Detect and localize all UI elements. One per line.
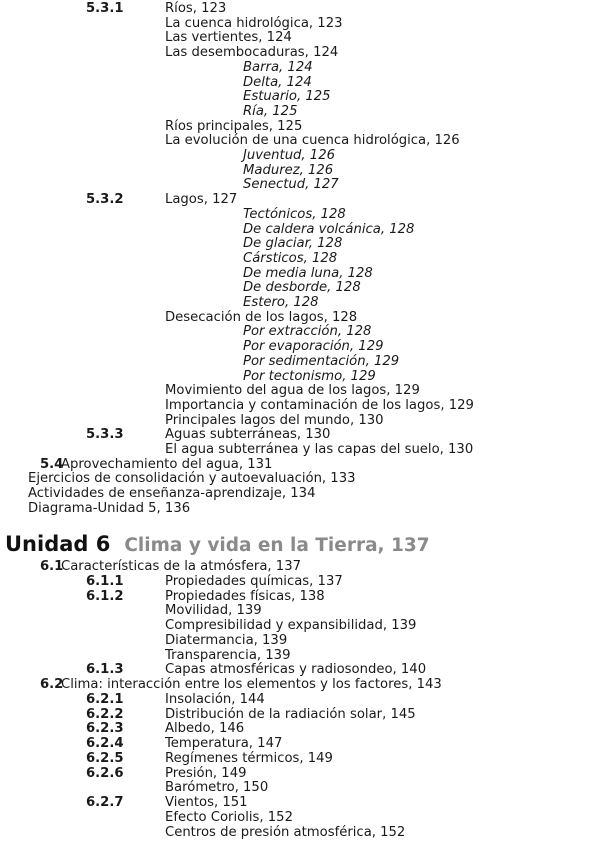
entry-text: Tectónicos, 128 bbox=[243, 206, 346, 222]
section-number: 6.2.2 bbox=[86, 706, 124, 722]
entry-text: Estuario, 125 bbox=[243, 89, 331, 105]
toc-entry bbox=[0, 148, 600, 164]
entry-text: Centros de presión atmosférica, 152 bbox=[165, 824, 406, 840]
section-number: 6.1.2 bbox=[86, 588, 124, 604]
toc-entry-numbered bbox=[0, 692, 600, 708]
entry-text: Delta, 124 bbox=[243, 74, 312, 90]
toc-entry-numbered bbox=[0, 721, 600, 737]
entry-text: Importancia y contaminación de los lagos, 129 bbox=[165, 397, 474, 413]
toc-entry bbox=[0, 30, 600, 46]
toc-entry bbox=[0, 339, 600, 355]
section-number: 6.1.3 bbox=[86, 662, 124, 678]
section-number: 5.3.1 bbox=[86, 1, 124, 16]
toc-entry-numbered bbox=[0, 1, 600, 17]
entry-text: Ríos principales, 125 bbox=[165, 118, 303, 134]
section-number: 6.2.1 bbox=[86, 691, 124, 707]
entry-text: Ría, 125 bbox=[243, 103, 298, 119]
toc-entry bbox=[0, 354, 600, 370]
entry-text: Diagrama-Unidad 5, 136 bbox=[28, 500, 191, 516]
section-number: 5.3.3 bbox=[86, 427, 124, 443]
unit-title: Clima y vida en la Tierra, 137 bbox=[124, 535, 430, 556]
section-number: 6.1 bbox=[40, 559, 64, 574]
toc-entry bbox=[0, 324, 600, 340]
entry-text: Desecación de los lagos, 128 bbox=[165, 309, 358, 325]
toc-entry bbox=[0, 177, 600, 193]
toc-entry bbox=[0, 398, 600, 414]
section-number: 6.2.4 bbox=[86, 736, 124, 751]
toc-entry-numbered bbox=[0, 559, 600, 575]
entry-text: Movimiento del agua de los lagos, 129 bbox=[165, 383, 420, 399]
entry-text: De desborde, 128 bbox=[243, 280, 361, 296]
entry-text: Ejercicios de consolidación y autoevaluación, 133 bbox=[28, 471, 356, 487]
toc-entry bbox=[0, 266, 600, 282]
toc-entry bbox=[0, 89, 600, 105]
entry-text: Estero, 128 bbox=[243, 295, 319, 310]
entry-text: Efecto Coriolis, 152 bbox=[165, 809, 293, 825]
toc-entry bbox=[0, 60, 600, 76]
entry-text: Aguas subterráneas, 130 bbox=[165, 427, 331, 443]
entry-text: Distribución de la radiación solar, 145 bbox=[165, 706, 416, 722]
entry-text: Insolación, 144 bbox=[165, 691, 265, 707]
toc-entry-numbered bbox=[0, 795, 600, 811]
toc-entry bbox=[0, 280, 600, 296]
entry-text: El agua subterránea y las capas del suelo, 130 bbox=[165, 442, 474, 457]
entry-text: Diatermancia, 139 bbox=[165, 632, 288, 648]
section-number: 5.4 bbox=[40, 456, 64, 472]
entry-text: Por sedimentación, 129 bbox=[243, 353, 400, 369]
entry-text: Cársticos, 128 bbox=[243, 250, 338, 266]
toc-entry bbox=[0, 207, 600, 223]
toc-entry-numbered bbox=[0, 677, 600, 693]
toc-entry bbox=[0, 486, 600, 502]
toc-entry bbox=[0, 471, 600, 487]
entry-text: Clima: interacción entre los elementos y los factores, 143 bbox=[61, 677, 442, 692]
entry-text: Albedo, 146 bbox=[165, 721, 245, 737]
toc-entry-numbered bbox=[0, 736, 600, 752]
section-number: 6.2.3 bbox=[86, 721, 124, 737]
toc-entry-numbered bbox=[0, 427, 600, 443]
entry-text: Ríos, 123 bbox=[165, 1, 227, 16]
entry-text: Las desembocaduras, 124 bbox=[165, 45, 339, 61]
entry-text: Presión, 149 bbox=[165, 765, 247, 781]
toc-entry bbox=[0, 369, 600, 385]
entry-text: De media luna, 128 bbox=[243, 265, 373, 281]
section-number: 6.2 bbox=[40, 677, 64, 692]
entry-text: La cuenca hidrológica, 123 bbox=[165, 15, 343, 31]
entry-text: Características de la atmósfera, 137 bbox=[61, 559, 301, 574]
toc-entry bbox=[0, 825, 600, 841]
toc-entry bbox=[0, 45, 600, 61]
entry-text: Vientos, 151 bbox=[165, 795, 248, 810]
entry-text: Capas atmosféricas y radiosondeo, 140 bbox=[165, 662, 427, 678]
unit-heading bbox=[5, 531, 430, 557]
entry-text: Aprovechamiento del agua, 131 bbox=[61, 456, 273, 472]
entry-text: Por extracción, 128 bbox=[243, 324, 372, 340]
entry-text: La evolución de una cuenca hidrológica, 126 bbox=[165, 133, 460, 149]
entry-text: Movilidad, 139 bbox=[165, 603, 262, 619]
toc-entry bbox=[0, 133, 600, 149]
entry-text: Regímenes térmicos, 149 bbox=[165, 750, 333, 766]
toc-entry bbox=[0, 618, 600, 634]
section-number: 6.2.5 bbox=[86, 750, 124, 766]
toc-entry bbox=[0, 16, 600, 32]
entry-text: De caldera volcánica, 128 bbox=[243, 221, 415, 237]
entry-text: Barómetro, 150 bbox=[165, 780, 269, 796]
toc-entry-numbered bbox=[0, 766, 600, 782]
toc-entry bbox=[0, 810, 600, 826]
toc-entry-numbered bbox=[0, 707, 600, 723]
entry-text: Barra, 124 bbox=[243, 59, 313, 75]
toc-entry bbox=[0, 780, 600, 796]
toc-entry bbox=[0, 251, 600, 267]
section-number: 6.2.6 bbox=[86, 765, 124, 781]
entry-text: Juventud, 126 bbox=[243, 148, 335, 163]
toc-entry bbox=[0, 222, 600, 238]
toc-entry bbox=[0, 75, 600, 91]
toc-entry bbox=[0, 633, 600, 649]
toc-entry-numbered bbox=[0, 662, 600, 678]
toc-entry bbox=[0, 104, 600, 120]
unit-label: Unidad 6 bbox=[5, 532, 111, 556]
toc-entry bbox=[0, 501, 600, 517]
entry-text: Temperatura, 147 bbox=[165, 736, 283, 751]
toc-entry-numbered bbox=[0, 589, 600, 605]
toc-entry bbox=[0, 442, 600, 458]
entry-text: Senectud, 127 bbox=[243, 177, 339, 193]
toc-entry-numbered bbox=[0, 574, 600, 590]
entry-text: Madurez, 126 bbox=[243, 162, 334, 178]
entry-text: Compresibilidad y expansibilidad, 139 bbox=[165, 618, 417, 633]
toc-entry bbox=[0, 383, 600, 399]
entry-text: Por evaporación, 129 bbox=[243, 339, 384, 355]
entry-text: Principales lagos del mundo, 130 bbox=[165, 412, 384, 428]
entry-text: Actividades de enseñanza-aprendizaje, 134 bbox=[28, 486, 316, 502]
toc-entry bbox=[0, 163, 600, 179]
section-number: 6.2.7 bbox=[86, 795, 124, 810]
section-number: 6.1.1 bbox=[86, 573, 124, 589]
toc-entry bbox=[0, 236, 600, 252]
entry-text: Las vertientes, 124 bbox=[165, 30, 292, 46]
toc-entry-numbered bbox=[0, 751, 600, 767]
entry-text: Transparencia, 139 bbox=[165, 647, 291, 663]
entry-text: Por tectonismo, 129 bbox=[243, 368, 376, 384]
section-number: 5.3.2 bbox=[86, 192, 124, 208]
entry-text: Propiedades químicas, 137 bbox=[165, 573, 343, 589]
entry-text: Lagos, 127 bbox=[165, 192, 238, 208]
toc-entry bbox=[0, 295, 600, 311]
toc-entry-numbered bbox=[0, 192, 600, 208]
entry-text: De glaciar, 128 bbox=[243, 236, 343, 252]
toc-entry bbox=[0, 603, 600, 619]
entry-text: Propiedades físicas, 138 bbox=[165, 588, 325, 604]
